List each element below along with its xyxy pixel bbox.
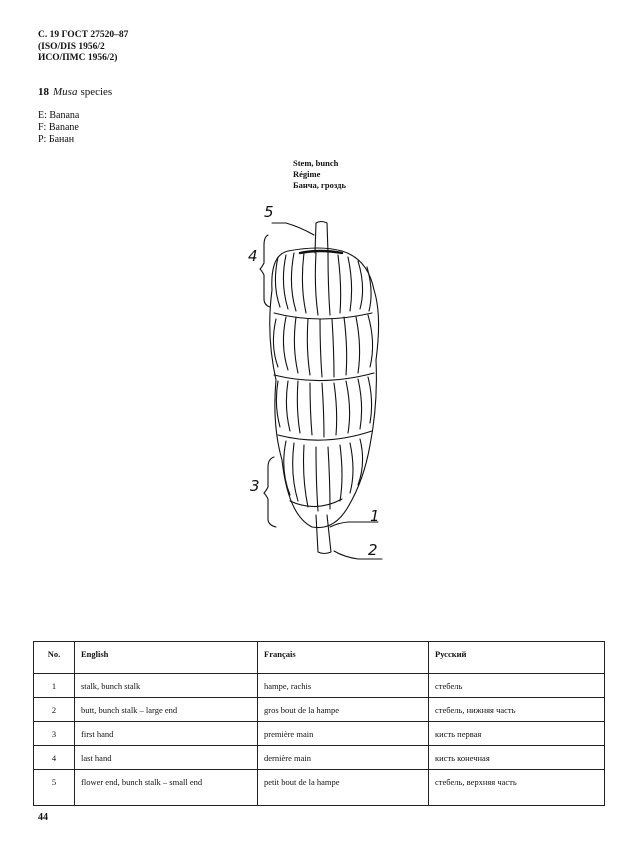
caption-english: Stem, bunch (293, 158, 339, 168)
header-russian: Русский (429, 642, 605, 674)
cell-english: last hand (75, 746, 258, 770)
name-english: E: Banana (38, 110, 80, 121)
header-line-2: (ISO/DIS 1956/2 (38, 41, 105, 52)
table-row (34, 674, 605, 698)
caption-russian: Банча, гроздь (293, 180, 346, 190)
header-english: English (75, 642, 258, 674)
cell-french: hampe, rachis (258, 674, 429, 698)
callout-4: 4 (248, 247, 258, 265)
cell-french: première main (258, 722, 429, 746)
cell-russian: кисть конечная (429, 746, 605, 770)
table-row (34, 722, 605, 746)
cell-number: 1 (34, 674, 75, 698)
cell-english: first hand (75, 722, 258, 746)
header-line-3: ИСО/ПМС 1956/2) (38, 53, 118, 63)
cell-number: 5 (34, 770, 75, 806)
name-russian: P: Банан (38, 134, 75, 145)
cell-english: stalk, bunch stalk (75, 674, 258, 698)
table-row (34, 698, 605, 722)
name-french: F: Banane (38, 122, 79, 133)
callout-2: 2 (368, 541, 378, 559)
cell-english: butt, bunch stalk – large end (75, 698, 258, 722)
table-row (34, 770, 605, 806)
document-header (38, 30, 128, 65)
header-line-1: С. 19 ГОСТ 27520–87 (38, 30, 129, 40)
cell-number: 4 (34, 746, 75, 770)
species-word: species (80, 86, 113, 98)
callout-1: 1 (370, 507, 380, 525)
species-latin-name: Musa (53, 86, 78, 98)
banana-bunch-drawing (260, 222, 382, 560)
cell-french: gros bout de la hampe (258, 698, 429, 722)
header-french: Français (258, 642, 429, 674)
page-number: 44 (38, 812, 48, 823)
cell-russian: стебель, нижняя часть (429, 698, 605, 722)
common-names (38, 110, 79, 146)
callout-5: 5 (264, 203, 274, 221)
figure-caption (293, 158, 346, 191)
cell-number: 2 (34, 698, 75, 722)
cell-number: 3 (34, 722, 75, 746)
cell-french: dernière main (258, 746, 429, 770)
table-header-row (34, 642, 605, 674)
species-number: 18 (38, 86, 49, 98)
terms-table (33, 641, 605, 806)
cell-russian: кисть первая (429, 722, 605, 746)
caption-french: Régime (293, 169, 321, 179)
cell-russian: стебель, верхняя часть (429, 770, 605, 806)
header-number: No. (34, 642, 75, 674)
table-row (34, 746, 605, 770)
cell-french: petit bout de la hampe (258, 770, 429, 806)
species-title (38, 86, 112, 98)
banana-bunch-illustration (230, 195, 420, 575)
cell-english: flower end, bunch stalk – small end (75, 770, 258, 806)
cell-russian: стебель (429, 674, 605, 698)
callout-3: 3 (250, 477, 260, 495)
